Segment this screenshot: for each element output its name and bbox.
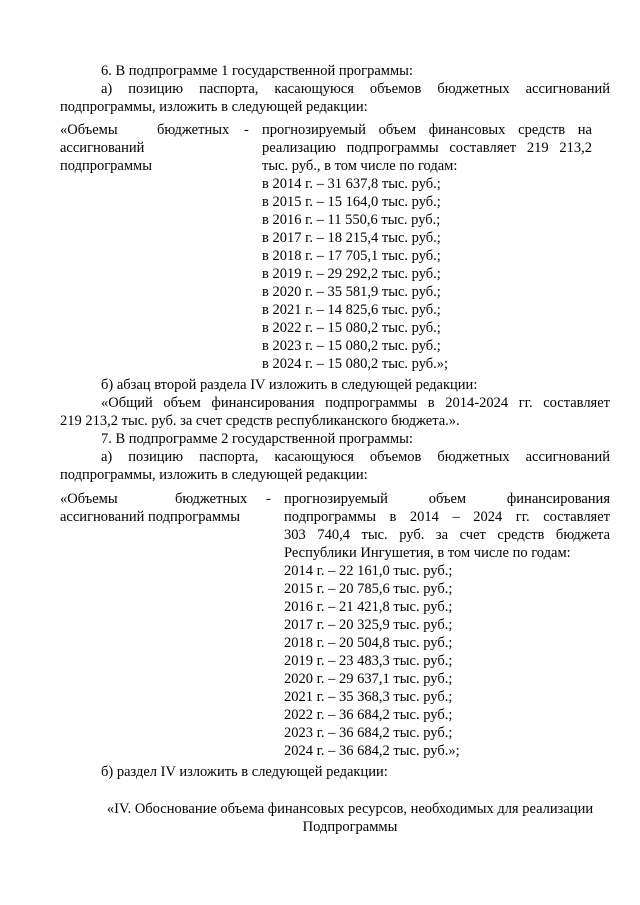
year-line: 2019 г. – 23 483,3 тыс. руб.; xyxy=(284,653,453,669)
year-line: 2022 г. – 36 684,2 тыс. руб.; xyxy=(284,707,453,723)
year-line: 2018 г. – 20 504,8 тыс. руб.; xyxy=(284,635,453,651)
section-7-left-line2: ассигнований подпрограммы xyxy=(60,509,240,525)
section-7-years-list xyxy=(284,562,610,760)
left-word-objemy: «Объемы xyxy=(60,491,118,507)
year-line: в 2018 г. – 17 705,1 тыс. руб.; xyxy=(262,248,441,264)
year-line: в 2022 г. – 15 080,2 тыс. руб.; xyxy=(262,320,441,336)
section-6-heading: 6. В подпрограмме 1 государственной программы: xyxy=(101,63,413,79)
year-line: в 2023 г. – 15 080,2 тыс. руб.; xyxy=(262,338,441,354)
year-line: 2016 г. – 21 421,8 тыс. руб.; xyxy=(284,599,453,615)
section-6-right-line3: тыс. руб., в том числе по годам: xyxy=(262,158,458,174)
section-6-left-line1 xyxy=(60,121,250,139)
section-6-quote-line2: 219 213,2 тыс. руб. за счет средств республиканского бюджета.». xyxy=(60,413,460,429)
section-6-table-left-cell xyxy=(60,121,250,175)
year-line: в 2021 г. – 14 825,6 тыс. руб.; xyxy=(262,302,441,318)
section-6-table-right-cell xyxy=(262,121,592,373)
section-6-right-line2: реализацию подпрограммы составляет 219 213,2 xyxy=(262,140,592,156)
section-7-heading: 7. В подпрограмме 2 государственной программы: xyxy=(101,431,413,447)
left-word-budgetnyh: бюджетных xyxy=(175,491,248,507)
section-7-right-line2: подпрограммы в 2014 – 2024 гг. составляет xyxy=(284,509,610,525)
section-iv-title-line2: Подпрограммы xyxy=(302,819,398,835)
year-line: 2024 г. – 36 684,2 тыс. руб.»; xyxy=(284,743,460,759)
year-line: в 2024 г. – 15 080,2 тыс. руб.»; xyxy=(262,356,449,372)
section-7-right-line4: Республики Ингушетия, в том числе по годам: xyxy=(284,545,571,561)
section-7-item-b: б) раздел IV изложить в следующей редакции: xyxy=(101,764,388,780)
section-7-item-a-line1: а) позицию паспорта, касающуюся объемов бюджетных ассигнований xyxy=(101,449,610,465)
left-word-objemy: «Объемы xyxy=(60,122,118,138)
left-dash: - xyxy=(266,491,271,507)
year-line: в 2015 г. – 15 164,0 тыс. руб.; xyxy=(262,194,441,210)
left-word-budgetnyh: бюджетных xyxy=(157,122,230,138)
section-6-left-line3: подпрограммы xyxy=(60,158,152,174)
year-line: в 2019 г. – 29 292,2 тыс. руб.; xyxy=(262,266,441,282)
year-line: в 2020 г. – 35 581,9 тыс. руб.; xyxy=(262,284,441,300)
section-6-quote-line1: «Общий объем финансирования подпрограммы в 2014-2024 гг. составляет xyxy=(101,395,610,411)
section-6-left-line2: ассигнований xyxy=(60,140,145,156)
section-7-right-line3: 303 740,4 тыс. руб. за счет средств бюджета xyxy=(284,527,610,543)
year-line: 2017 г. – 20 325,9 тыс. руб.; xyxy=(284,617,453,633)
year-line: 2015 г. – 20 785,6 тыс. руб.; xyxy=(284,581,453,597)
year-line: 2023 г. – 36 684,2 тыс. руб.; xyxy=(284,725,453,741)
section-7-left-line1 xyxy=(60,490,272,508)
year-line: 2014 г. – 22 161,0 тыс. руб.; xyxy=(284,563,453,579)
section-7-item-a-line2: подпрограммы, изложить в следующей редакции: xyxy=(60,467,368,483)
section-7-table-right-cell xyxy=(284,490,610,760)
year-line: в 2014 г. – 31 637,8 тыс. руб.; xyxy=(262,176,441,192)
section-6-item-a-line1: а) позицию паспорта, касающуюся объемов бюджетных ассигнований xyxy=(101,81,610,97)
section-6-item-b: б) абзац второй раздела IV изложить в следующей редакции: xyxy=(101,377,478,393)
section-7-right-line1: прогнозируемый объем финансирования xyxy=(284,491,610,507)
section-6-years-list xyxy=(262,175,592,373)
year-line: в 2017 г. – 18 215,4 тыс. руб.; xyxy=(262,230,441,246)
section-7-table-left-cell xyxy=(60,490,272,526)
year-line: 2021 г. – 35 368,3 тыс. руб.; xyxy=(284,689,453,705)
year-line: в 2016 г. – 11 550,6 тыс. руб.; xyxy=(262,212,441,228)
left-dash: - xyxy=(244,122,249,138)
section-6-item-a-line2: подпрограммы, изложить в следующей редакции: xyxy=(60,99,368,115)
section-6-right-line1: прогнозируемый объем финансовых средств на xyxy=(262,122,592,138)
year-line: 2020 г. – 29 637,1 тыс. руб.; xyxy=(284,671,453,687)
section-iv-title-line1: «IV. Обоснование объема финансовых ресурсов, необходимых для реализации xyxy=(106,801,594,817)
